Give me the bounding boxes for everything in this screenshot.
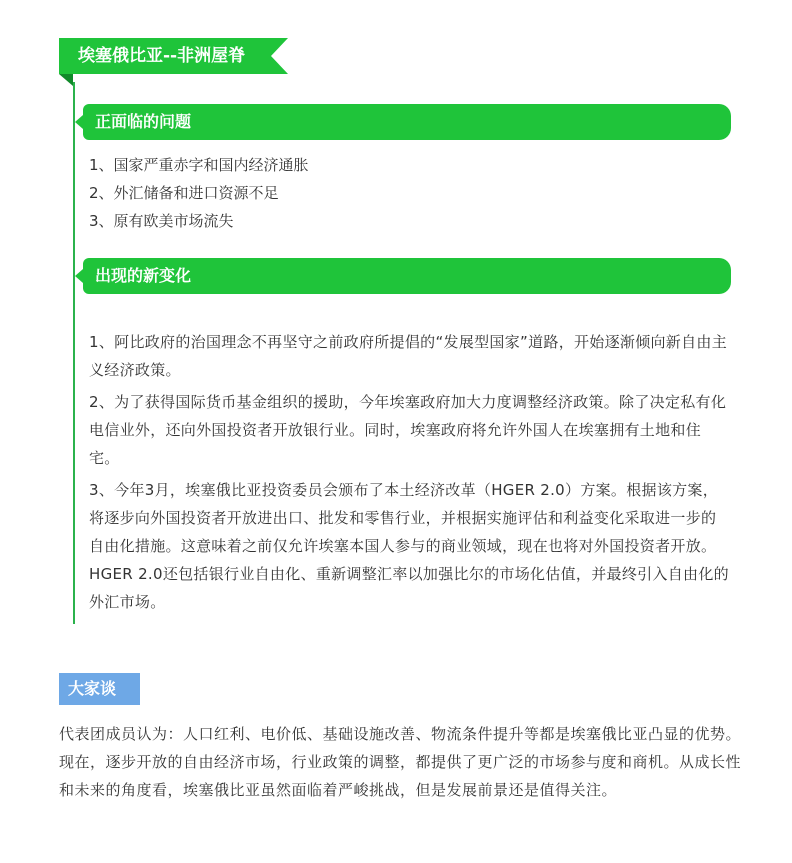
list-item: 3、原有欧美市场流失 xyxy=(89,212,234,230)
arrow-left-icon xyxy=(75,115,83,129)
discussion-tag-label: 大家谈 xyxy=(68,679,117,698)
arrow-left-icon xyxy=(75,269,83,283)
section-header-changes xyxy=(83,258,731,294)
section-title: 出现的新变化 xyxy=(95,266,192,285)
paragraph: 2、为了获得国际货币基金组织的援助，今年埃塞政府加大力度调整经济政策。除了决定私有化电信业外，还向外国投资者开放银行业。同时，埃塞政府将允许外国人在埃塞拥有土地和住宅。 xyxy=(89,393,727,467)
discussion-text: 代表团成员认为：人口红利、电价低、基础设施改善、物流条件提升等都是埃塞俄比亚凸显的优势。现在，逐步开放的自由经济市场，行业政策的调整，都提供了更广泛的市场参与度和商机。从成长性和未来的角度看，埃塞俄比亚虽然面临着严峻挑战，但是发展前景还是值得关注。 xyxy=(59,725,742,799)
title-banner xyxy=(59,38,288,74)
section-title: 正面临的问题 xyxy=(95,112,192,131)
timeline-line xyxy=(73,82,75,624)
list-item: 2、外汇储备和进口资源不足 xyxy=(89,184,279,202)
section-header-problems xyxy=(83,104,731,140)
changes-body xyxy=(89,328,731,620)
paragraph: 3、今年3月，埃塞俄比亚投资委员会颁布了本土经济改革（HGER 2.0）方案。根据该方案，将逐步向外国投资者开放进出口、批发和零售行业，并根据实施评估和利益变化采取进一步的自由化措施。这意味着之前仅允许埃塞本国人参与的商业领域，现在也将对外国投资者开放。HGER 2.0还包括银行业自由化、重新调整汇率以加强比尔的市场化估值，并最终引入自由化的外汇市场。 xyxy=(89,481,729,611)
paragraph: 1、阿比政府的治国理念不再坚守之前政府所提倡的“发展型国家”道路，开始逐渐倾向新自由主义经济政策。 xyxy=(89,333,727,379)
list-item: 1、国家严重赤字和国内经济通胀 xyxy=(89,156,309,174)
discussion-tag xyxy=(59,673,140,705)
banner-title: 埃塞俄比亚--非洲屋脊 xyxy=(78,46,246,66)
problem-list xyxy=(89,151,729,235)
